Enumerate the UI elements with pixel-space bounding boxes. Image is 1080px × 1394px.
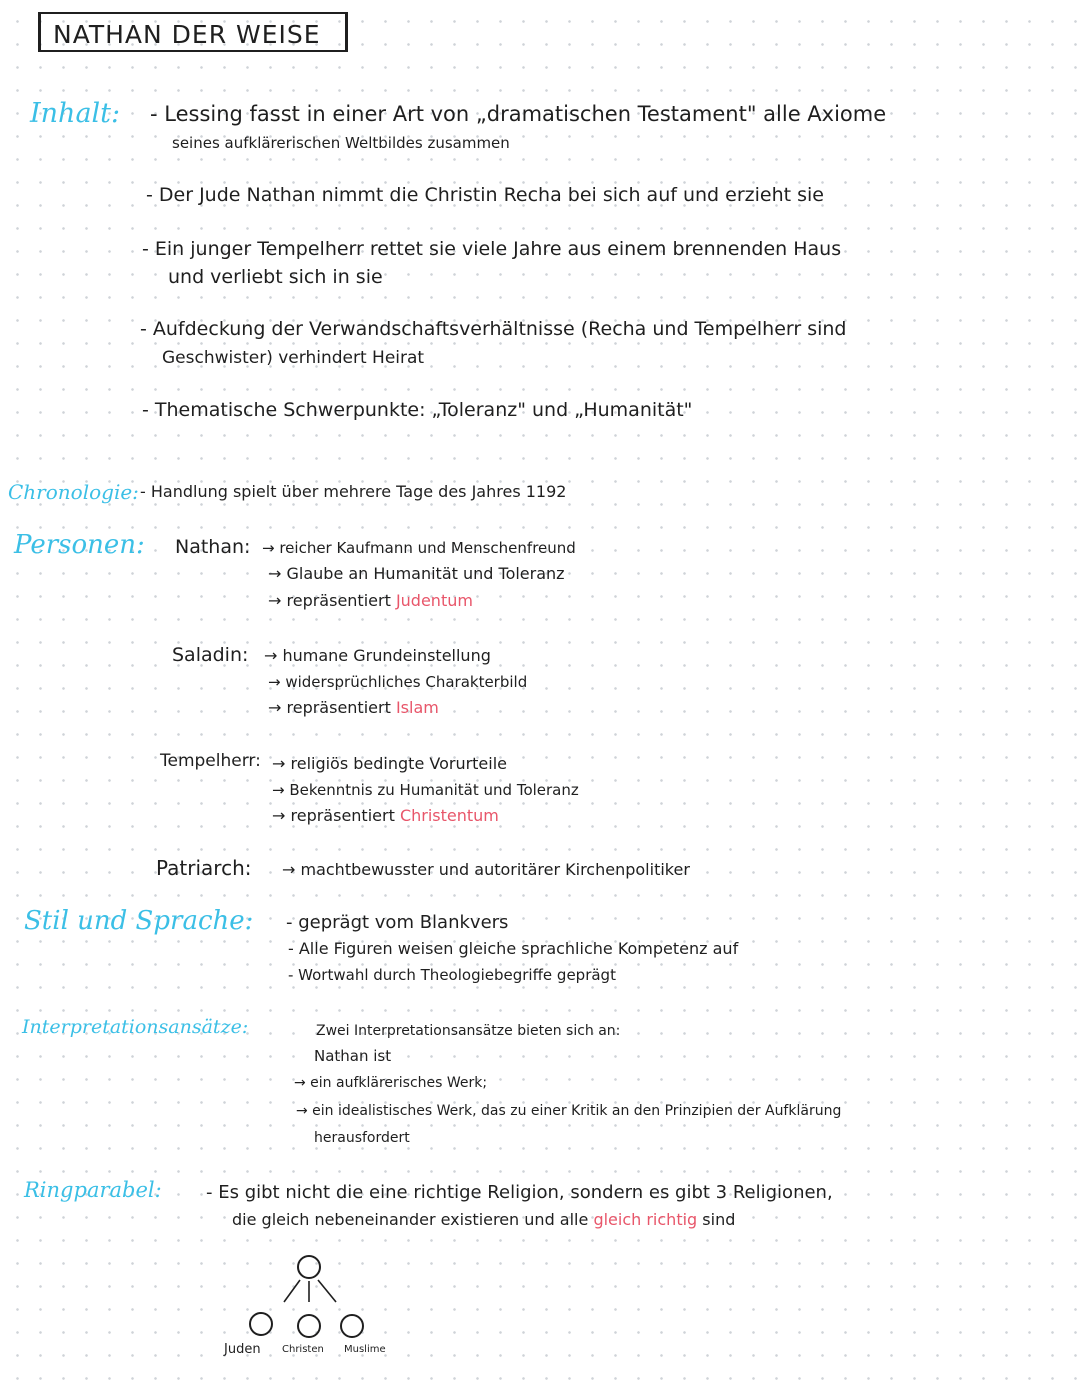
person-saladin-trait-1: → humane Grundeinstellung <box>264 646 491 665</box>
religion-tree-diagram <box>230 1252 430 1352</box>
inhalt-item-1-line1: - Lessing fasst in einer Art von „dramatischen Testament" alle Axiome <box>150 102 887 126</box>
interpretation-line2: Nathan ist <box>314 1047 392 1065</box>
person-nathan-name: Nathan: <box>175 536 251 558</box>
interpretation-opt1: → ein aufklärerisches Werk; <box>294 1075 488 1091</box>
interpretation-heading: Interpretationsansätze: <box>22 1016 249 1038</box>
interpretation-opt2b: herausfordert <box>314 1130 410 1146</box>
inhalt-item-3-line2: und verliebt sich in sie <box>168 266 383 288</box>
person-nathan-trait-2: → Glaube an Humanität und Toleranz <box>268 564 565 583</box>
inhalt-item-5-line1: - Thematische Schwerpunkte: „Toleranz" und „Humanität" <box>142 399 693 421</box>
inhalt-item-2-line1: - Der Jude Nathan nimmt die Christin Recha bei sich auf und erzieht sie <box>146 184 824 206</box>
muslime-circle <box>341 1315 363 1337</box>
person-nathan-trait-1: → reicher Kaufmann und Menschenfreund <box>262 539 576 557</box>
person-patriarch-name: Patriarch: <box>156 856 252 880</box>
interpretation-opt2: → ein idealistisches Werk, das zu einer Kritik an den Prinzipien der Aufklärung <box>296 1103 842 1119</box>
root-circle <box>298 1256 320 1278</box>
inhalt-heading: Inhalt: <box>30 98 121 129</box>
diagram-label-muslime: Muslime <box>344 1344 386 1355</box>
person-nathan-repr-prefix: → repräsentiert <box>268 591 391 610</box>
person-nathan-repr <box>268 593 473 609</box>
person-tempelherr-repr-value: Christentum <box>399 806 499 825</box>
stil-item-3: - Wortwahl durch Theologiebegriffe geprägt <box>288 966 616 984</box>
stil-heading: Stil und Sprache: <box>24 906 254 936</box>
title-box <box>38 12 348 52</box>
chronologie-text: - Handlung spielt über mehrere Tage des Jahres 1192 <box>140 482 567 501</box>
personen-heading: Personen: <box>14 530 145 560</box>
inhalt-item-4-line1: - Aufdeckung der Verwandschaftsverhältnisse (Recha und Tempelherr sind <box>140 318 847 340</box>
inhalt-item-3-line1: - Ein junger Tempelherr rettet sie viele Jahre aus einem brennenden Haus <box>142 238 842 260</box>
ringparabel-heading: Ringparabel: <box>24 1178 162 1202</box>
branch-left <box>284 1280 300 1302</box>
ringparabel-line2-red: gleich richtig <box>593 1210 698 1229</box>
person-tempelherr-name: Tempelherr: <box>160 751 261 771</box>
ringparabel-line1: - Es gibt nicht die eine richtige Religion, sondern es gibt 3 Religionen, <box>206 1182 833 1203</box>
diagram-label-christen: Christen <box>282 1344 324 1355</box>
ringparabel-line2 <box>232 1212 735 1228</box>
stil-item-1: - geprägt vom Blankvers <box>286 912 509 933</box>
person-patriarch-trait-1: → machtbewusster und autoritärer Kirchenpolitiker <box>282 860 690 879</box>
person-saladin-trait-2: → widersprüchliches Charakterbild <box>268 673 528 691</box>
chronologie-heading: Chronologie: <box>8 480 139 504</box>
christen-circle <box>298 1315 320 1337</box>
ringparabel-line2-prefix: die gleich nebeneinander existieren und alle <box>232 1210 589 1229</box>
branch-right <box>318 1280 336 1302</box>
person-nathan-repr-value: Judentum <box>395 591 473 610</box>
inhalt-item-4-line2: Geschwister) verhindert Heirat <box>162 348 425 368</box>
person-saladin-repr-value: Islam <box>395 698 439 717</box>
diagram-label-juden: Juden <box>224 1342 261 1357</box>
ringparabel-line2-suffix: sind <box>702 1210 736 1229</box>
person-tempelherr-repr <box>272 808 499 824</box>
page-title: NATHAN DER WEISE <box>53 20 321 49</box>
person-saladin-repr-prefix: → repräsentiert <box>268 698 391 717</box>
inhalt-item-1-line2: seines aufklärerischen Weltbildes zusammen <box>172 134 510 152</box>
person-tempelherr-trait-1: → religiös bedingte Vorurteile <box>272 754 508 773</box>
person-tempelherr-trait-2: → Bekenntnis zu Humanität und Toleranz <box>272 781 579 799</box>
interpretation-intro: Zwei Interpretationsansätze bieten sich an: <box>316 1023 621 1039</box>
person-saladin-repr <box>268 700 439 716</box>
person-tempelherr-repr-prefix: → repräsentiert <box>272 806 395 825</box>
person-saladin-name: Saladin: <box>172 644 249 666</box>
juden-circle <box>250 1313 272 1335</box>
stil-item-2: - Alle Figuren weisen gleiche sprachliche Kompetenz auf <box>288 939 739 958</box>
